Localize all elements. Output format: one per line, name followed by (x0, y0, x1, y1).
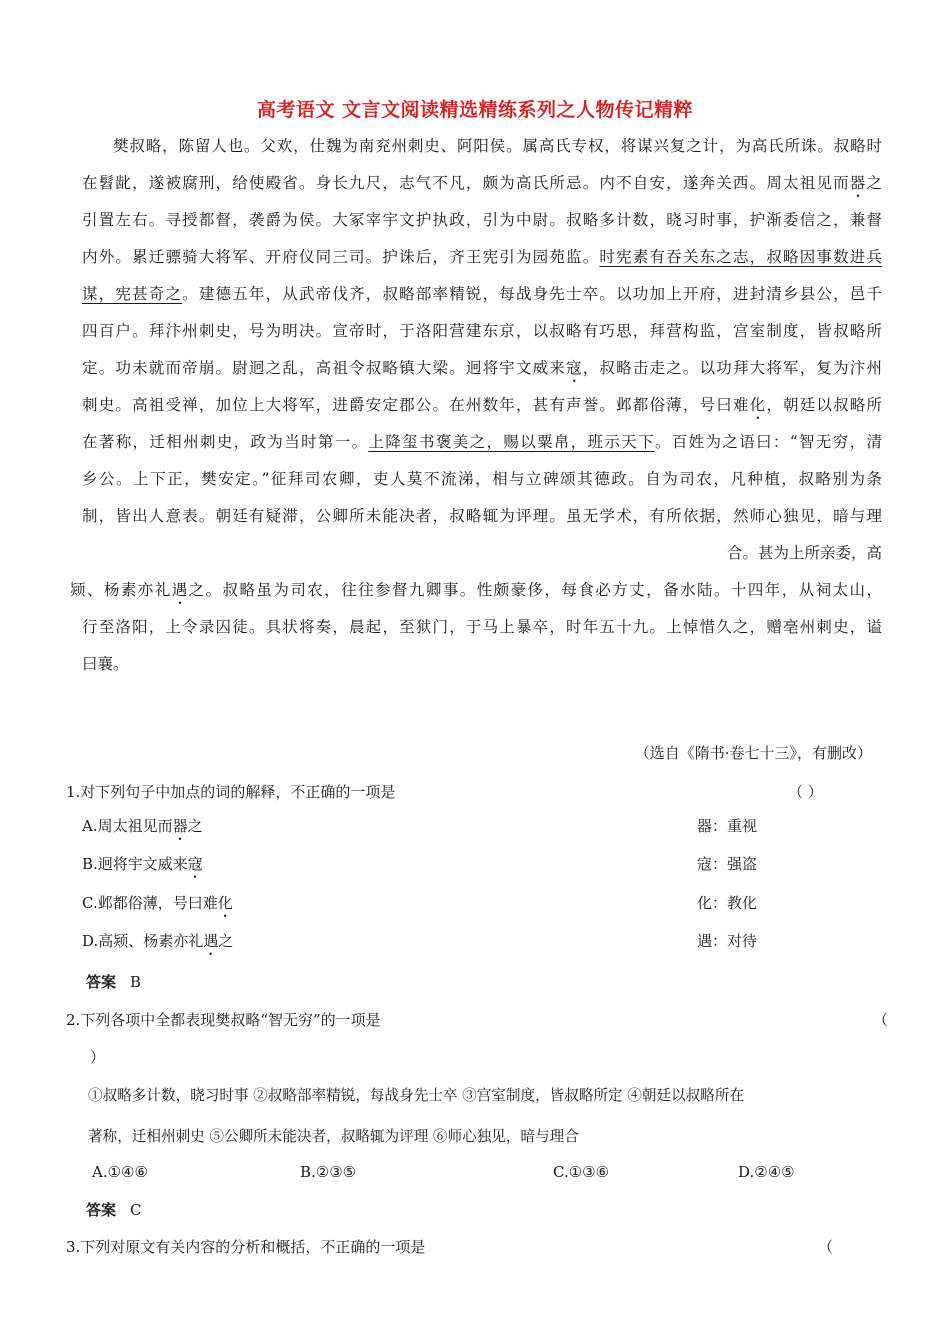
passage-line: 制，皆出人意表。朝廷有疑滞，公卿所未能决者，叔略辄为评理。虽无学术，有所依据，然师心独见，暗与理 (82, 507, 882, 525)
question-2-items: ①叔略多计数，晓习时事 ②叔略部率精锐，每战身先士卒 ③宫室制度，皆叔略所定 ④朝廷以叔略所在 (88, 1087, 745, 1104)
dotted-word: 器 (849, 174, 867, 192)
option-a: A.周太祖见而器之 (82, 817, 203, 835)
dotted-word: 器 (172, 817, 188, 835)
passage-line: 在髫龀，遂被腐刑，给使殿省。身长九尺，志气不凡，颇为高氏所忌。内不自安，遂奔关西。周太祖见而器之 (82, 174, 882, 192)
passage-line: 引置左右。寻授都督，袭爵为侯。大冢宰宇文护执政，引为中尉。叔略多计数，晓习时事，护渐委信之，兼督 (82, 211, 882, 229)
passage-line: 定。功未就而帝崩。尉迥之乱，高祖令叔略镇大梁。迥将宇文威来寇，叔略击走之。以功拜大将军，复为汴州 (82, 359, 882, 377)
question-3-stem: 3.下列对原文有关内容的分析和概括，不正确的一项是 (66, 1238, 426, 1256)
passage-line: 曰襄。 (82, 655, 129, 673)
passage-line: 合。甚为上所亲委，高 (726, 544, 882, 562)
dotted-word: 化 (749, 396, 767, 414)
answer-line (86, 1199, 142, 1220)
answer-label: 答案 (86, 1201, 117, 1219)
option-a: A.①④⑥ (92, 1163, 148, 1181)
option-c: C.邺都俗薄，号曰难化 (82, 894, 233, 912)
passage-line: 在著称，迁相州刺史，政为当时第一。上降玺书褒美之，赐以粟帛，班示天下。百姓为之语曰：“智无穷，清 (82, 433, 882, 451)
passage-line: 行至洛阳，上令录囚徒。具状将奏，晨起，至狱门，于马上暴卒，时年五十九。上悼惜久之，赠亳州刺史，谥 (82, 618, 882, 636)
answer-label: 答案 (86, 973, 117, 991)
question-1-stem: 1.对下列句子中加点的词的解释，不正确的一项是 (66, 783, 396, 801)
answer-parenthesis-open: （ (873, 1011, 889, 1029)
question-2-stem: 2.下列各项中全都表现樊叔略“智无穷”的一项是 (66, 1011, 381, 1029)
source-citation: （选自《隋书·卷七十三》，有删改） (634, 744, 872, 762)
answer-value: B (130, 973, 142, 991)
dotted-word: 寇 (566, 359, 583, 377)
option-b: B.迥将宇文威来寇 (82, 855, 203, 873)
option-b: B.②③⑤ (300, 1163, 357, 1181)
passage-line: 刺史。高祖受禅，加位上大将军，进爵安定郡公。在州数年，甚有声誉。邺都俗薄，号曰难化，朝廷以叔略所 (82, 396, 882, 414)
option-c: C.①③⑥ (553, 1163, 610, 1181)
option-b-definition: 寇：强盗 (697, 855, 758, 873)
underlined-sentence: 谋，宪甚奇之 (82, 285, 183, 303)
underlined-sentence: 上降玺书褒美之，赐以粟帛，班示天下 (368, 433, 655, 451)
option-d: D.高颎、杨素亦礼遇之 (82, 932, 234, 950)
passage-line: 颎、杨素亦礼遇之。叔略虽为司农，往往参督九卿事。性颇豪侈，每食必方丈，备水陆。十四年，从祠太山， (70, 581, 882, 599)
classical-passage (70, 128, 882, 683)
passage-line: 乡公。上下正，樊安定。”征拜司农卿，吏人莫不流涕，相与立碑颂其德政。自为司农，凡种植，叔略别为条 (82, 470, 882, 488)
passage-line: 谋，宪甚奇之。建德五年，从武帝伐齐，叔略部率精锐，每战身先士卒。以功加上开府，进封清乡县公，邑千 (82, 285, 882, 303)
document-title: 高考语文 文言文阅读精选精练系列之人物传记精粹 (256, 99, 694, 121)
passage-line: 四百户。拜汴州刺史，号为明决。宣帝时，于洛阳营建东京，以叔略有巧思，拜营构监，宫室制度，皆叔略所 (82, 322, 882, 340)
passage-line: 樊叔略，陈留人也。父欢，仕魏为南兖州刺史、阿阳侯。属高氏专权，将谋兴复之计，为高氏所诛。叔略时 (113, 137, 882, 155)
option-a-definition: 器：重视 (697, 817, 758, 835)
answer-value: C (130, 1201, 142, 1219)
answer-parenthesis-close: ） (90, 1048, 106, 1066)
passage-line: 内外。累迁骠骑大将军、开府仪同三司。护诛后，齐王宪引为园苑监。时宪素有吞关东之志，叔略因事数进兵 (82, 248, 882, 266)
option-d: D.②④⑤ (738, 1163, 795, 1181)
question-2-items: 著称，迁相州刺史 ⑤公卿所未能决者，叔略辄为评理 ⑥师心独见，暗与理合 (88, 1128, 579, 1145)
option-c-definition: 化：教化 (697, 894, 758, 912)
dotted-word: 遇 (203, 932, 219, 950)
option-d-definition: 遇：对待 (697, 932, 758, 950)
answer-parenthesis-open: （ (818, 1238, 834, 1256)
dotted-word: 寇 (187, 855, 203, 873)
answer-line (86, 971, 141, 992)
dotted-word: 遇 (171, 581, 189, 599)
underlined-sentence: 时宪素有吞关东之志，叔略因事数进兵 (599, 248, 882, 266)
dotted-word: 化 (217, 894, 233, 912)
answer-parenthesis: （ ） (788, 783, 823, 801)
